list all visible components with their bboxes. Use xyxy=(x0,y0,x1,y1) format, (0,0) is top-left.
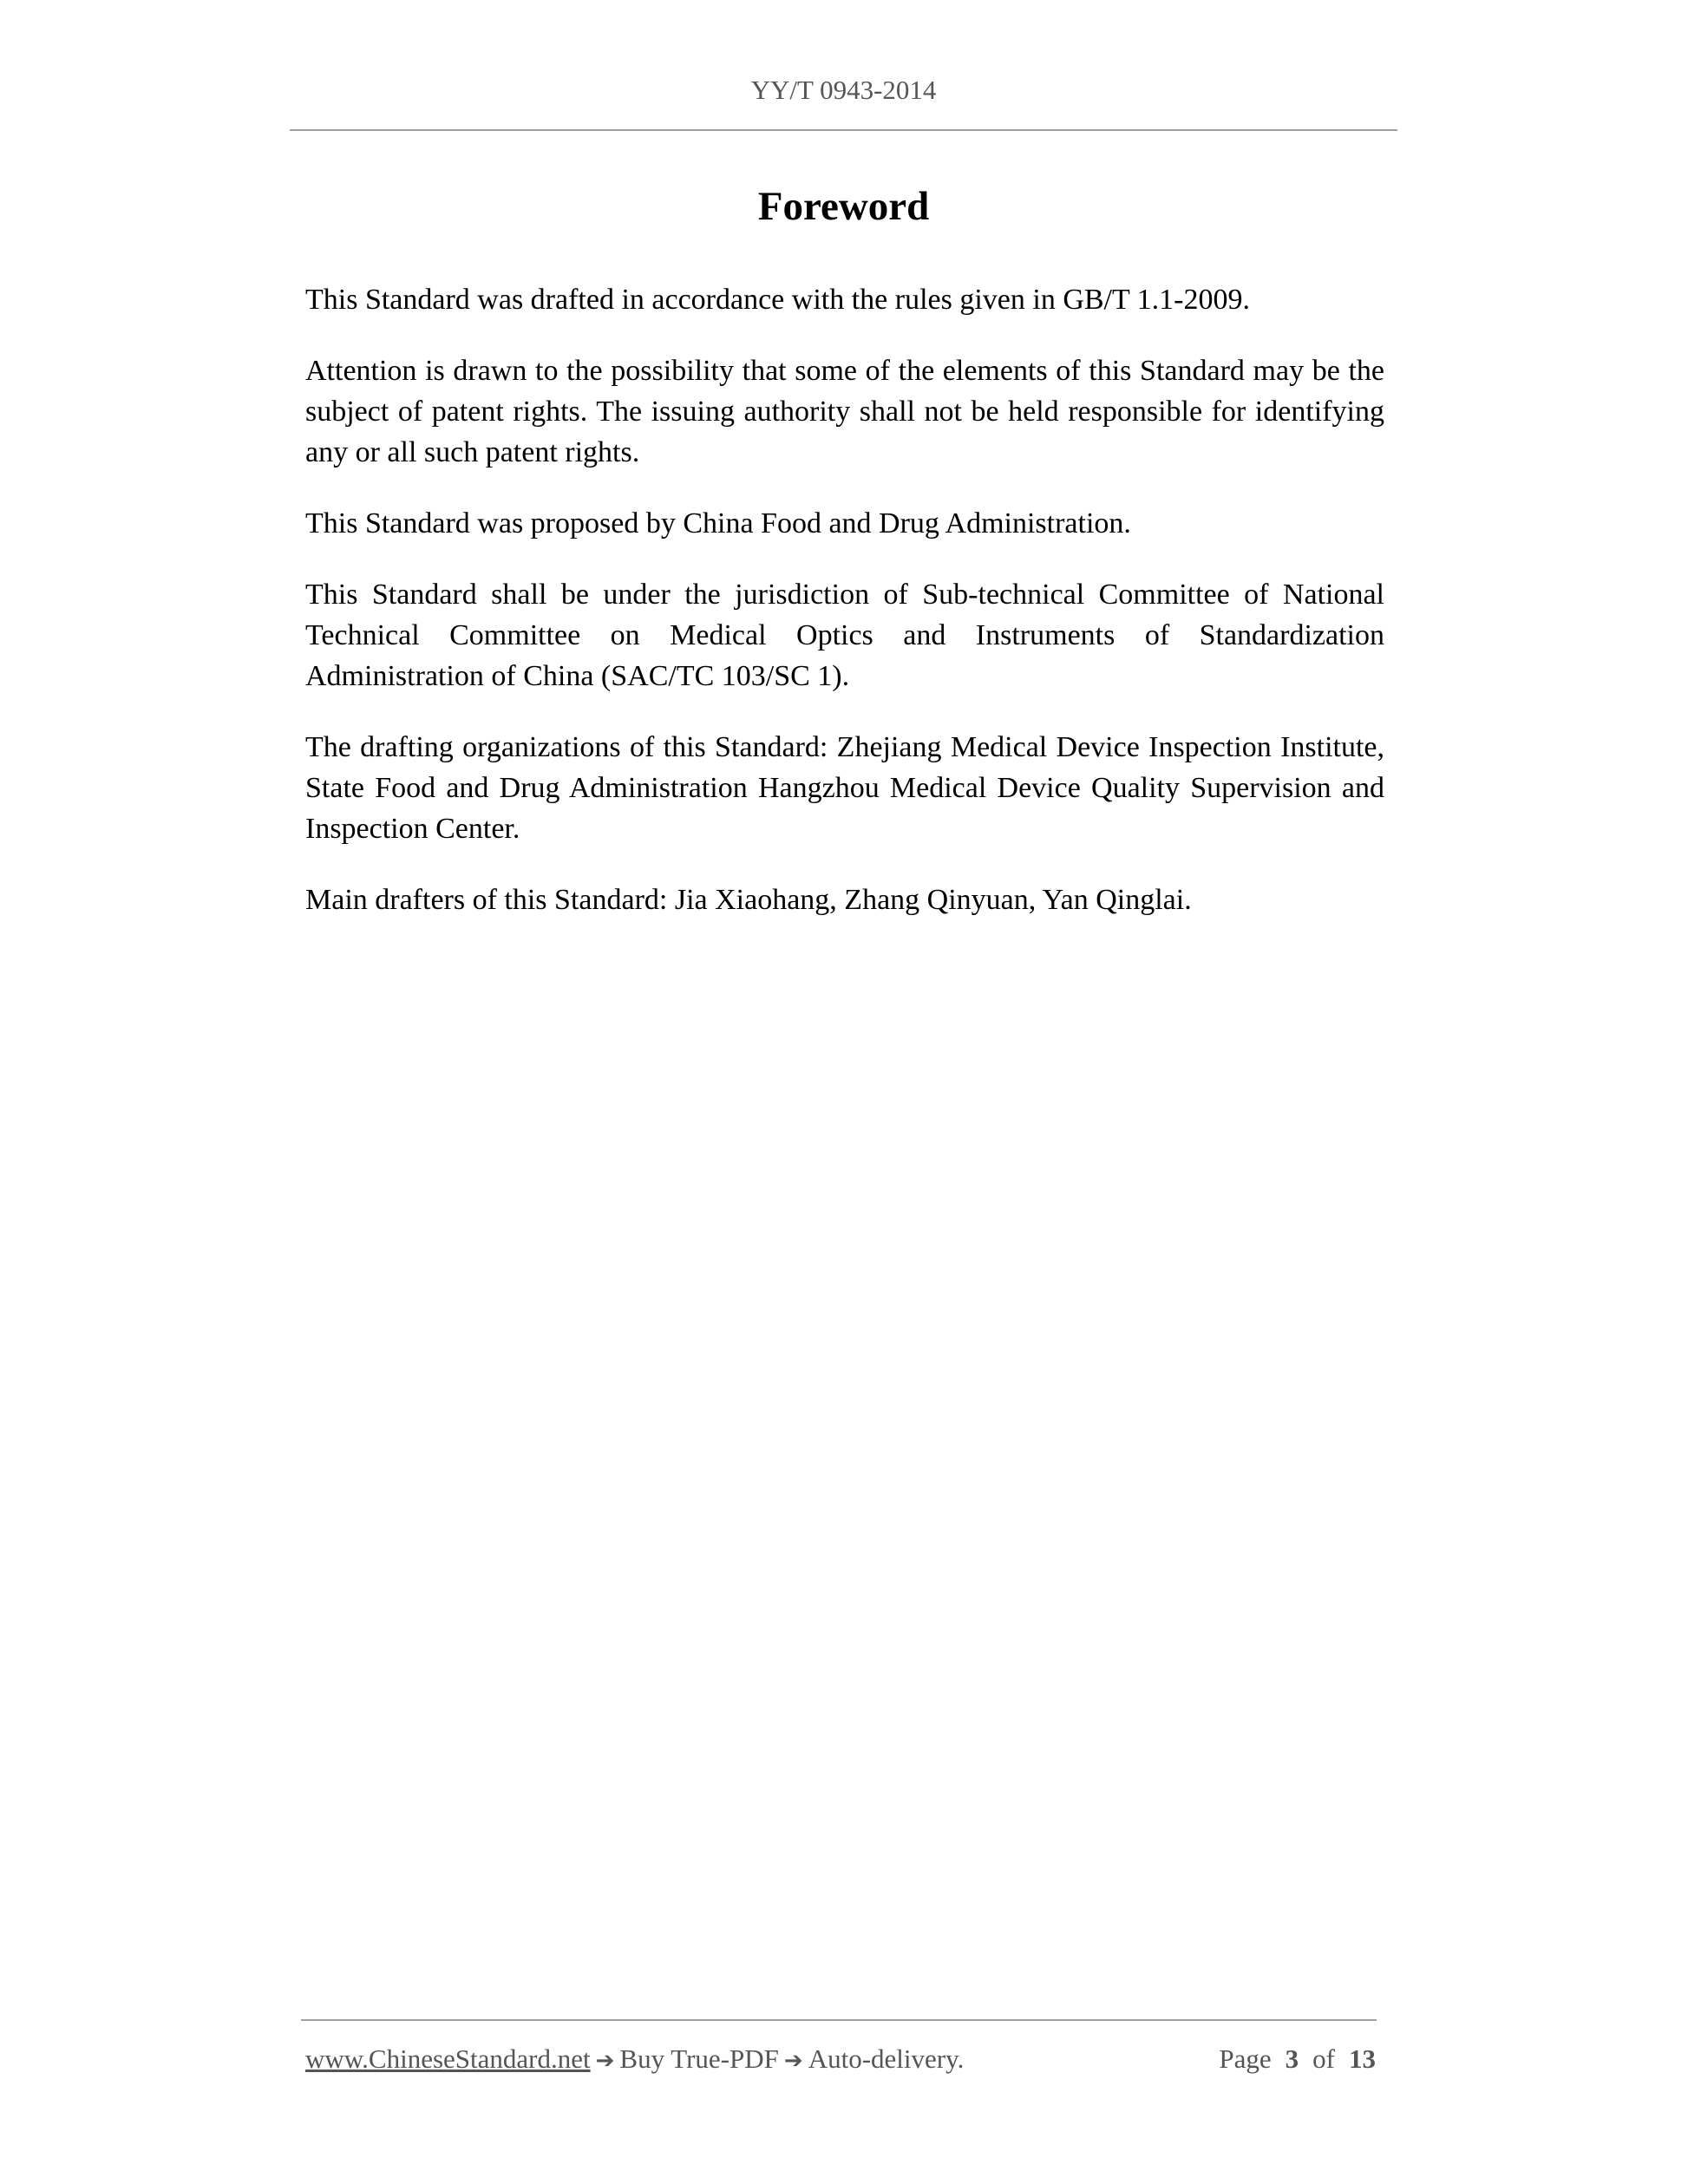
paragraph-drafting-rules: This Standard was drafted in accordance with the rules given in GB/T 1.1-2009. xyxy=(305,284,1250,316)
total-pages-number: 13 xyxy=(1349,2043,1376,2074)
footer-divider xyxy=(301,2019,1377,2021)
footer-step-delivery: Auto-delivery. xyxy=(808,2043,965,2074)
standard-code: YY/T 0943-2014 xyxy=(750,75,937,105)
paragraph-patent-notice: Attention is drawn to the possibility that some of the elements of this Standard may be the subject of patent rights. The issuing authority shall not be held responsible for identifying any or all such patent rights. xyxy=(305,355,1384,468)
page-footer xyxy=(305,2040,1376,2080)
page-label: Page xyxy=(1219,2043,1272,2074)
footer-promo xyxy=(305,2040,964,2080)
paragraph-jurisdiction: This Standard shall be under the jurisdiction of Sub-technical Committee of National Technical Committee on Medical Optics and Instruments of Standardization Administration of China (SAC/TC 103/SC 1). xyxy=(305,579,1384,692)
paragraph-drafting-organizations: The drafting organizations of this Standard: Zhejiang Medical Device Inspection Institute, State Food and Drug Administration Hangzhou Medical Device Quality Supervision and Inspection Center. xyxy=(305,731,1384,845)
website-link[interactable]: www.ChineseStandard.net xyxy=(305,2043,591,2074)
right-arrow-icon: ➔ xyxy=(595,2048,615,2074)
paragraph-main-drafters: Main drafters of this Standard: Jia Xiaohang, Zhang Qinyuan, Yan Qinglai. xyxy=(305,884,1192,916)
paragraph-proposer: This Standard was proposed by China Food and Drug Administration. xyxy=(305,507,1131,539)
document-body xyxy=(305,279,1384,951)
header-divider xyxy=(290,129,1397,131)
footer-step-buy: Buy True-PDF xyxy=(619,2043,779,2074)
right-arrow-icon: ➔ xyxy=(783,2048,803,2074)
page-indicator xyxy=(1219,2040,1376,2080)
page-title: Foreword xyxy=(757,184,930,229)
page-header xyxy=(290,73,1397,108)
of-label: of xyxy=(1312,2043,1335,2074)
current-page-number: 3 xyxy=(1285,2043,1299,2074)
